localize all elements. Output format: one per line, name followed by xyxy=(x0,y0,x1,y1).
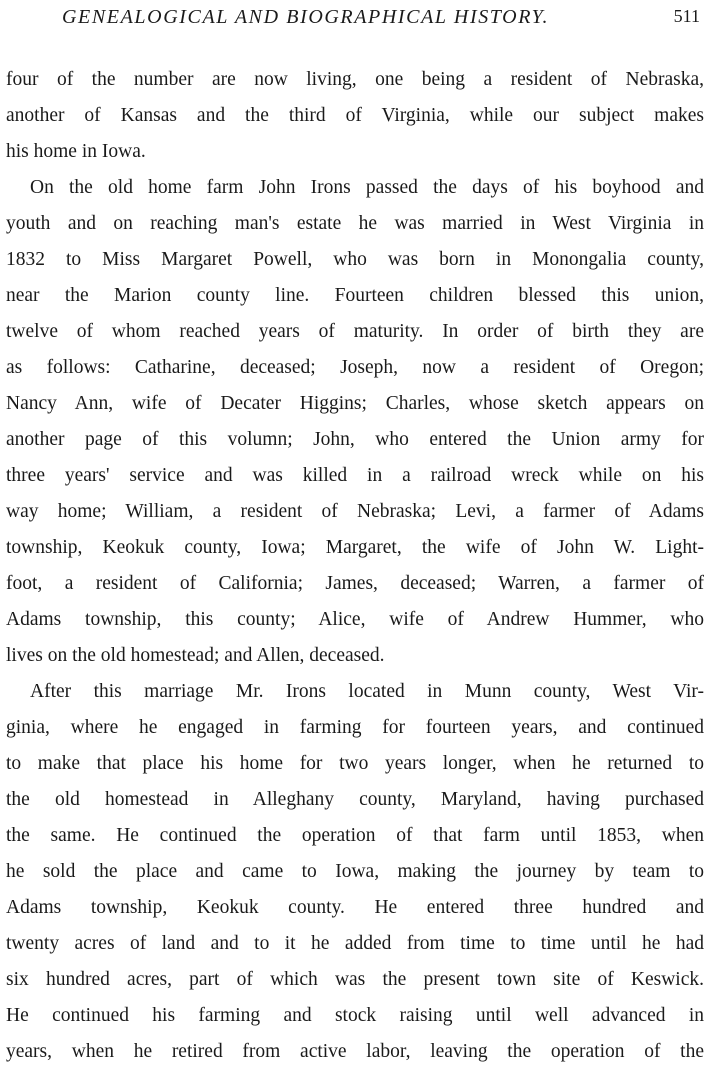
text-line: He continued his farming and stock raising until well advanced in xyxy=(6,1005,704,1026)
text-line: youth and on reaching man's estate he was married in West Virginia in xyxy=(6,213,704,234)
text-line: lives on the old homestead; and Allen, deceased. xyxy=(6,645,385,666)
text-line: Adams township, this county; Alice, wife of Andrew Hummer, who xyxy=(6,609,704,630)
text-line: twenty acres of land and to it he added from time to time until he had xyxy=(6,933,704,954)
text-line: as follows: Catharine, deceased; Joseph, now a resident of Oregon; xyxy=(6,357,704,378)
body-text xyxy=(6,62,704,1070)
page-number: 511 xyxy=(673,6,700,26)
text-line: he sold the place and came to Iowa, making the journey by team to xyxy=(6,861,704,882)
text-line: After this marriage Mr. Irons located in Munn county, West Vir- xyxy=(30,681,704,702)
text-line: six hundred acres, part of which was the present town site of Keswick. xyxy=(6,969,704,990)
text-line: Adams township, Keokuk county. He entered three hundred and xyxy=(6,897,704,918)
text-line: way home; William, a resident of Nebraska; Levi, a farmer of Adams xyxy=(6,501,704,522)
text-line: three years' service and was killed in a railroad wreck while on his xyxy=(6,465,704,486)
text-line: near the Marion county line. Fourteen children blessed this union, xyxy=(6,285,704,306)
text-line: township, Keokuk county, Iowa; Margaret, the wife of John W. Light- xyxy=(6,537,704,558)
text-line: the old homestead in Alleghany county, Maryland, having purchased xyxy=(6,789,704,810)
paragraph xyxy=(6,674,704,1070)
running-title: GENEALOGICAL AND BIOGRAPHICAL HISTORY. xyxy=(62,6,550,28)
text-line: Nancy Ann, wife of Decater Higgins; Charles, whose sketch appears on xyxy=(6,393,704,414)
text-line: twelve of whom reached years of maturity. In order of birth they are xyxy=(6,321,704,342)
text-line: ginia, where he engaged in farming for fourteen years, and continued xyxy=(6,717,704,738)
paragraph xyxy=(6,62,704,170)
text-line: foot, a resident of California; James, deceased; Warren, a farmer of xyxy=(6,573,704,594)
running-head xyxy=(62,6,702,36)
text-line: the same. He continued the operation of that farm until 1853, when xyxy=(6,825,704,846)
text-line: 1832 to Miss Margaret Powell, who was born in Monongalia county, xyxy=(6,249,704,270)
text-line: years, when he retired from active labor, leaving the operation of the xyxy=(6,1041,704,1062)
paragraph xyxy=(6,170,704,674)
text-line: On the old home farm John Irons passed the days of his boyhood and xyxy=(30,177,704,198)
text-line: his home in Iowa. xyxy=(6,141,146,162)
text-line: another page of this volumn; John, who entered the Union army for xyxy=(6,429,704,450)
text-line: to make that place his home for two years longer, when he returned to xyxy=(6,753,704,774)
text-line: another of Kansas and the third of Virginia, while our subject makes xyxy=(6,105,704,126)
text-line: four of the number are now living, one being a resident of Nebraska, xyxy=(6,69,704,90)
